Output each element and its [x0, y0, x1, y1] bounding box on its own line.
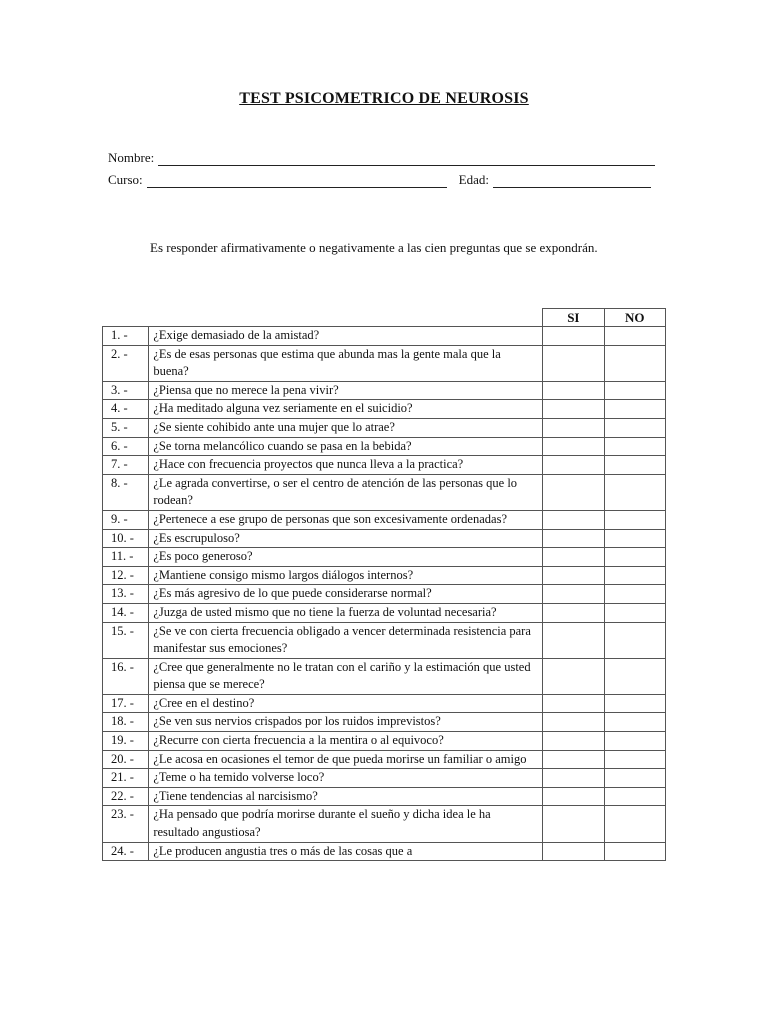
- table-row: [103, 603, 666, 622]
- table-row: [103, 806, 666, 842]
- answer-si-cell[interactable]: [543, 456, 604, 475]
- question-number: 23. -: [103, 806, 149, 842]
- instructions-text: Es responder afirmativamente o negativamente a las cien preguntas que se expondrán.: [150, 240, 598, 255]
- question-number: 8. -: [103, 474, 149, 510]
- question-number: 6. -: [103, 437, 149, 456]
- table-header-row: [103, 309, 666, 327]
- answer-no-cell[interactable]: [604, 658, 665, 694]
- table-row: [103, 842, 666, 861]
- question-text: ¿Es más agresivo de lo que puede considerarse normal?: [149, 585, 543, 604]
- answer-no-cell[interactable]: [604, 400, 665, 419]
- answer-si-cell[interactable]: [543, 510, 604, 529]
- answer-no-cell[interactable]: [604, 474, 665, 510]
- question-text: ¿Le producen angustia tres o más de las cosas que a: [149, 842, 543, 861]
- table-row: [103, 658, 666, 694]
- question-text: ¿Tiene tendencias al narcisismo?: [149, 787, 543, 806]
- question-number: 7. -: [103, 456, 149, 475]
- answer-si-cell[interactable]: [543, 694, 604, 713]
- answer-no-cell[interactable]: [604, 566, 665, 585]
- table-row: [103, 327, 666, 346]
- question-text: ¿Pertenece a ese grupo de personas que son excesivamente ordenadas?: [149, 510, 543, 529]
- question-number: 2. -: [103, 345, 149, 381]
- answer-si-cell[interactable]: [543, 658, 604, 694]
- questions-table: [102, 308, 666, 861]
- table-row: [103, 400, 666, 419]
- answer-si-cell[interactable]: [543, 622, 604, 658]
- answer-no-cell[interactable]: [604, 327, 665, 346]
- question-number: 10. -: [103, 529, 149, 548]
- answer-si-cell[interactable]: [543, 400, 604, 419]
- question-text: ¿Es escrupuloso?: [149, 529, 543, 548]
- table-row: [103, 769, 666, 788]
- nombre-label: Nombre:: [108, 150, 155, 165]
- answer-si-cell[interactable]: [543, 418, 604, 437]
- question-text: ¿Piensa que no merece la pena vivir?: [149, 381, 543, 400]
- answer-no-cell[interactable]: [604, 622, 665, 658]
- answer-si-cell[interactable]: [543, 732, 604, 751]
- answer-no-cell[interactable]: [604, 694, 665, 713]
- answer-si-cell[interactable]: [543, 585, 604, 604]
- answer-no-cell[interactable]: [604, 750, 665, 769]
- table-row: [103, 381, 666, 400]
- question-number: 24. -: [103, 842, 149, 861]
- table-row: [103, 622, 666, 658]
- question-number: 1. -: [103, 327, 149, 346]
- answer-si-cell[interactable]: [543, 548, 604, 567]
- column-header-si: SI: [543, 309, 604, 327]
- answer-si-cell[interactable]: [543, 474, 604, 510]
- answer-no-cell[interactable]: [604, 418, 665, 437]
- table-row: [103, 529, 666, 548]
- table-row: [103, 548, 666, 567]
- answer-no-cell[interactable]: [604, 437, 665, 456]
- answer-no-cell[interactable]: [604, 769, 665, 788]
- column-header-no: NO: [604, 309, 665, 327]
- answer-no-cell[interactable]: [604, 842, 665, 861]
- question-text: ¿Se ven sus nervios crispados por los ruidos imprevistos?: [149, 713, 543, 732]
- question-text: ¿Se torna melancólico cuando se pasa en la bebida?: [149, 437, 543, 456]
- curso-row: [108, 172, 651, 188]
- question-number: 22. -: [103, 787, 149, 806]
- answer-no-cell[interactable]: [604, 713, 665, 732]
- question-number: 18. -: [103, 713, 149, 732]
- table-row: [103, 418, 666, 437]
- question-number: 19. -: [103, 732, 149, 751]
- answer-no-cell[interactable]: [604, 732, 665, 751]
- answer-si-cell[interactable]: [543, 769, 604, 788]
- question-number: 13. -: [103, 585, 149, 604]
- question-number: 3. -: [103, 381, 149, 400]
- answer-si-cell[interactable]: [543, 345, 604, 381]
- answer-no-cell[interactable]: [604, 381, 665, 400]
- question-text: ¿Cree en el destino?: [149, 694, 543, 713]
- answer-no-cell[interactable]: [604, 529, 665, 548]
- table-row: [103, 732, 666, 751]
- answer-no-cell[interactable]: [604, 585, 665, 604]
- answer-no-cell[interactable]: [604, 456, 665, 475]
- question-text: ¿Es poco generoso?: [149, 548, 543, 567]
- table-row: [103, 750, 666, 769]
- question-number: 17. -: [103, 694, 149, 713]
- curso-label: Curso:: [108, 172, 143, 187]
- answer-no-cell[interactable]: [604, 806, 665, 842]
- table-row: [103, 713, 666, 732]
- answer-si-cell[interactable]: [543, 806, 604, 842]
- answer-si-cell[interactable]: [543, 437, 604, 456]
- answer-si-cell[interactable]: [543, 566, 604, 585]
- question-number: 11. -: [103, 548, 149, 567]
- table-row: [103, 585, 666, 604]
- answer-si-cell[interactable]: [543, 842, 604, 861]
- question-number: 5. -: [103, 418, 149, 437]
- answer-si-cell[interactable]: [543, 787, 604, 806]
- question-text: ¿Se ve con cierta frecuencia obligado a vencer determinada resistencia para manifestar sus emociones?: [149, 622, 543, 658]
- table-row: [103, 510, 666, 529]
- question-number: 16. -: [103, 658, 149, 694]
- question-text: ¿Se siente cohibido ante una mujer que lo atrae?: [149, 418, 543, 437]
- answer-si-cell[interactable]: [543, 327, 604, 346]
- question-number: 9. -: [103, 510, 149, 529]
- question-text: ¿Mantiene consigo mismo largos diálogos internos?: [149, 566, 543, 585]
- answer-no-cell[interactable]: [604, 548, 665, 567]
- edad-label: Edad:: [458, 172, 489, 187]
- question-text: ¿Le agrada convertirse, o ser el centro de atención de las personas que lo rodean?: [149, 474, 543, 510]
- question-text: ¿Juzga de usted mismo que no tiene la fuerza de voluntad necesaria?: [149, 603, 543, 622]
- table-row: [103, 787, 666, 806]
- table-row: [103, 437, 666, 456]
- answer-no-cell[interactable]: [604, 510, 665, 529]
- answer-no-cell[interactable]: [604, 787, 665, 806]
- table-row: [103, 474, 666, 510]
- question-number: 4. -: [103, 400, 149, 419]
- answer-si-cell[interactable]: [543, 603, 604, 622]
- curso-field[interactable]: [147, 174, 447, 188]
- edad-field[interactable]: [493, 174, 651, 188]
- answer-si-cell[interactable]: [543, 713, 604, 732]
- answer-no-cell[interactable]: [604, 603, 665, 622]
- question-number: 15. -: [103, 622, 149, 658]
- question-text: ¿Hace con frecuencia proyectos que nunca lleva a la practica?: [149, 456, 543, 475]
- table-row: [103, 694, 666, 713]
- nombre-field[interactable]: [158, 152, 655, 166]
- header-spacer: [103, 309, 543, 327]
- answer-si-cell[interactable]: [543, 750, 604, 769]
- question-text: ¿Ha meditado alguna vez seriamente en el suicidio?: [149, 400, 543, 419]
- page-title: TEST PSICOMETRICO DE NEUROSIS: [239, 90, 529, 107]
- question-text: ¿Es de esas personas que estima que abunda mas la gente mala que la buena?: [149, 345, 543, 381]
- question-text: ¿Teme o ha temido volverse loco?: [149, 769, 543, 788]
- nombre-row: [108, 150, 655, 166]
- question-number: 14. -: [103, 603, 149, 622]
- question-text: ¿Le acosa en ocasiones el temor de que pueda morirse un familiar o amigo: [149, 750, 543, 769]
- table-row: [103, 456, 666, 475]
- question-text: ¿Exige demasiado de la amistad?: [149, 327, 543, 346]
- question-text: ¿Recurre con cierta frecuencia a la mentira o al equivoco?: [149, 732, 543, 751]
- question-text: ¿Cree que generalmente no le tratan con el cariño y la estimación que usted piensa que se merece?: [149, 658, 543, 694]
- question-text: ¿Ha pensado que podría morirse durante el sueño y dicha idea le ha resultado angustiosa?: [149, 806, 543, 842]
- answer-si-cell[interactable]: [543, 529, 604, 548]
- answer-no-cell[interactable]: [604, 345, 665, 381]
- table-row: [103, 566, 666, 585]
- question-number: 20. -: [103, 750, 149, 769]
- question-number: 21. -: [103, 769, 149, 788]
- question-number: 12. -: [103, 566, 149, 585]
- table-row: [103, 345, 666, 381]
- answer-si-cell[interactable]: [543, 381, 604, 400]
